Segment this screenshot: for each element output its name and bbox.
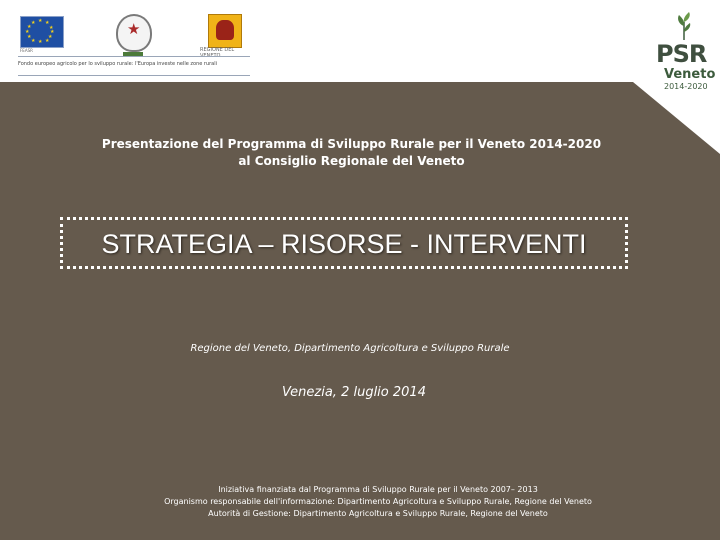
slide-title: STRATEGIA – RISORSE - INTERVENTI [101, 229, 587, 259]
footer-line-2: Organismo responsabile dell'informazione: Dipartimento Agricoltura e Sviluppo Rurale, Regione del Veneto [164, 497, 592, 506]
footer-line-1: Iniziativa finanziata dal Programma di Sviluppo Rurale per il Veneto 2007– 2013 [218, 485, 538, 494]
eu-caption: FEASR [20, 48, 33, 53]
presentation-heading [0, 136, 703, 170]
title-frame [60, 217, 628, 269]
psr-logo-years: 2014-2020 [664, 82, 708, 91]
department-line: Regione del Veneto, Dipartimento Agricoltura e Sviluppo Rurale [190, 343, 510, 354]
date-line: Venezia, 2 luglio 2014 [282, 385, 426, 400]
presentation-line-2: al Consiglio Regionale del Veneto [238, 154, 465, 168]
fund-caption: Fondo europeo agricolo per lo sviluppo rurale: l'Europa investe nelle zone rurali [18, 61, 218, 67]
footer-credits [0, 484, 720, 520]
footer-line-3: Autorità di Gestione: Dipartimento Agricoltura e Sviluppo Rurale, Regione del Veneto [208, 509, 548, 518]
psr-leaf-icon [676, 12, 692, 40]
divider [18, 75, 250, 76]
region-caption: REGIONE DEL VENETO [200, 47, 235, 59]
presentation-line-1: Presentazione del Programma di Sviluppo Rurale per il Veneto 2014-2020 [101, 137, 602, 151]
partner-logos [18, 12, 250, 68]
psr-logo [650, 10, 720, 102]
psr-logo-word: PSR [656, 40, 707, 68]
veneto-crest-icon [208, 14, 242, 48]
header-bar [0, 0, 720, 82]
divider [18, 56, 250, 57]
eu-flag-icon: ★ ★ ★ ★ ★ ★ ★ ★ ★ ★ ★ ★ [20, 16, 64, 48]
italian-republic-emblem-icon: ★ [116, 14, 152, 52]
psr-logo-region: Veneto [664, 67, 716, 82]
